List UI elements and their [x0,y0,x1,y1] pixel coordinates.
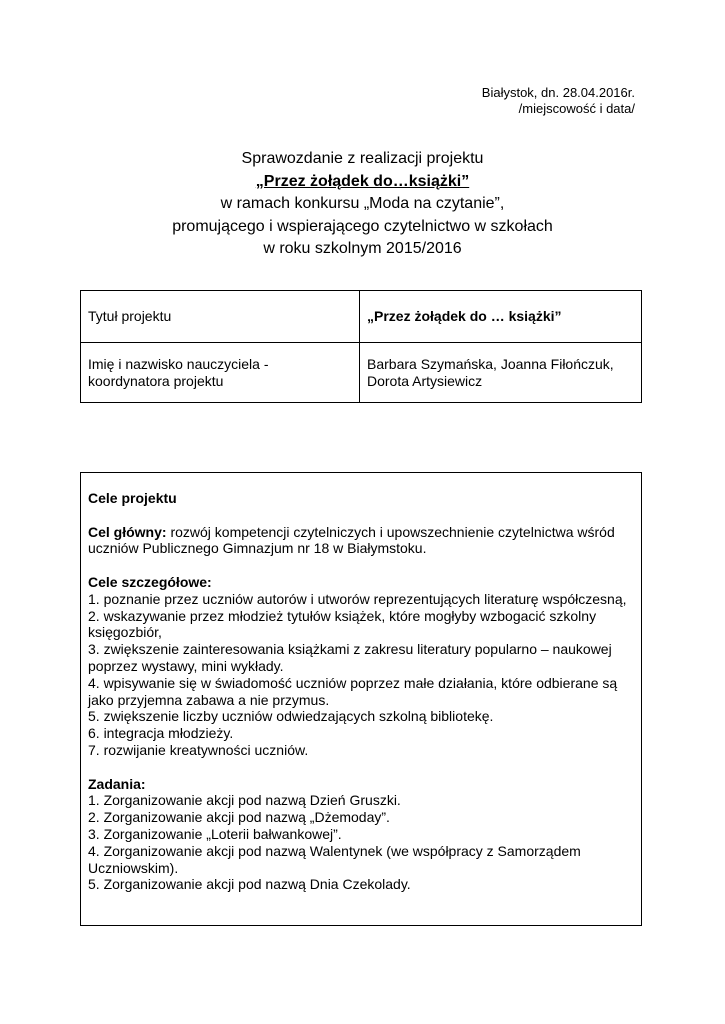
main-goal-text: rozwój kompetencji czytelniczych i upowszechnienie czytelnictwa wśród uczniów Publicznego Gimnazjum nr 18 w Białymstoku. [88,523,615,557]
list-item: 4. Zorganizowanie akcji pod nazwą Walentynek (we współpracy z Samorządem Uczniowskim). [88,842,581,876]
specific-goals-list [88,591,634,759]
main-goal [88,524,634,558]
main-goal-label: Cel główny: [88,523,167,540]
heading-line-3: w ramach konkursu „Moda na czytanie”, [220,195,505,212]
list-item: 3. zwiększenie zainteresowania książkami z zakresu literatury popularno – naukowej poprzez wystawy, mini wykłady. [88,641,612,674]
table-row [81,291,642,343]
heading-line-5: w roku szkolnym 2015/2016 [263,240,462,257]
document-heading [0,148,725,261]
list-item: 5. Zorganizowanie akcji pod nazwą Dnia Czekolady. [88,876,411,893]
list-item: 4. wpisywanie się w świadomość uczniów poprzez małe działania, które odbierane są jako przyjemna zabawa a nie przymus. [88,674,618,708]
place-date-value: Białystok, dn. 28.04.2016r. [481,85,635,100]
project-goals-box [80,472,642,926]
list-item: 7. rozwijanie kreatywności uczniów. [88,741,309,758]
tasks-list [88,792,634,893]
list-item: 1. Zorganizowanie akcji pod nazwą Dzień Gruszki. [88,792,401,809]
table-row [81,343,642,403]
coordinator-label: Imię i nazwisko nauczyciela - koordynatora projektu [81,343,360,403]
heading-line-1: Sprawozdanie z realizacji projektu [241,150,484,167]
list-item: 3. Zorganizowanie „Loterii bałwankowej”. [88,825,342,842]
place-date-caption: /miejscowość i data/ [518,101,635,116]
place-date [482,85,635,117]
project-info-table [80,290,642,403]
list-item: 5. zwiększenie liczby uczniów odwiedzających szkolną bibliotekę. [88,708,494,725]
list-item: 2. wskazywanie przez młodzież tytułów książek, które mogłyby wzbogacić szkolny księgozbiór, [88,607,597,641]
project-title-label: Tytuł projektu [81,291,360,343]
list-item: 6. integracja młodzieży. [88,725,234,742]
specific-goals-label: Cele szczegółowe: [88,573,212,590]
heading-line-4: promującego i wspierającego czytelnictwo w szkołach [172,217,553,235]
heading-project-name: „Przez żołądek do…książki” [255,172,470,190]
goals-title: Cele projektu [88,490,177,506]
tasks-label: Zadania: [88,775,146,792]
coordinator-value: Barbara Szymańska, Joanna Fiłończuk, Dorota Artysiewicz [360,343,642,403]
list-item: 2. Zorganizowanie akcji pod nazwą „Dżemoday”. [88,809,390,826]
project-title-value: „Przez żołądek do … książki” [360,291,642,343]
list-item: 1. poznanie przez uczniów autorów i utworów reprezentujących literaturę współczesną, [88,590,627,607]
